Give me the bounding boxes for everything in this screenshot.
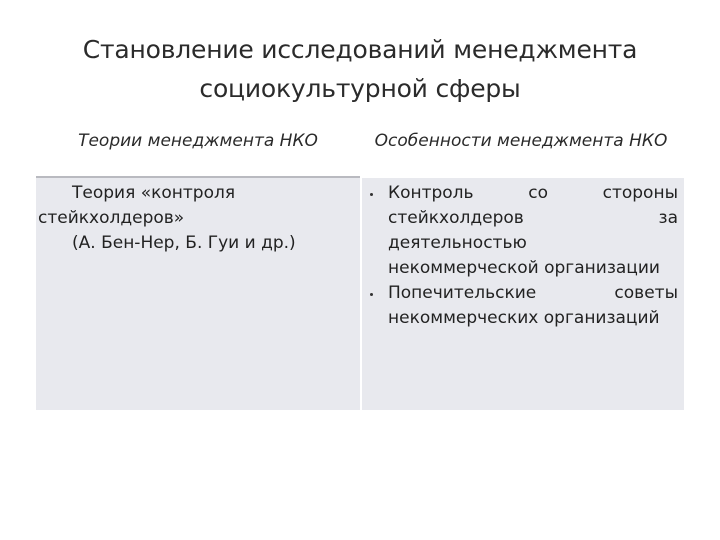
theory-cell bbox=[38, 181, 358, 256]
theory-authors: (А. Бен-Нер, Б. Гуи и др.) bbox=[72, 233, 296, 253]
feature-text: Контроль со стороны стейкхолдеров за деятельностью некоммерческой организации bbox=[388, 183, 678, 278]
list-item bbox=[362, 281, 684, 331]
theory-line-2: стейкхолдеров» bbox=[38, 208, 185, 228]
comparison-table bbox=[36, 126, 684, 410]
theory-line-1: Теория «контроля bbox=[72, 183, 236, 203]
header-features: Особенности менеджмента НКО bbox=[374, 131, 668, 151]
list-item bbox=[362, 181, 684, 281]
bullet-icon bbox=[370, 193, 373, 196]
header-divider bbox=[36, 176, 361, 178]
bullet-icon bbox=[370, 293, 373, 296]
header-theories: Теории менеджмента НКО bbox=[78, 131, 318, 151]
slide-title bbox=[0, 30, 720, 108]
title-line-1: Становление исследований менеджмента bbox=[82, 35, 638, 64]
features-list bbox=[362, 181, 684, 331]
feature-text: Попечительские советы некоммерческих организаций bbox=[388, 283, 678, 328]
title-line-2: социокультурной сферы bbox=[199, 74, 521, 103]
